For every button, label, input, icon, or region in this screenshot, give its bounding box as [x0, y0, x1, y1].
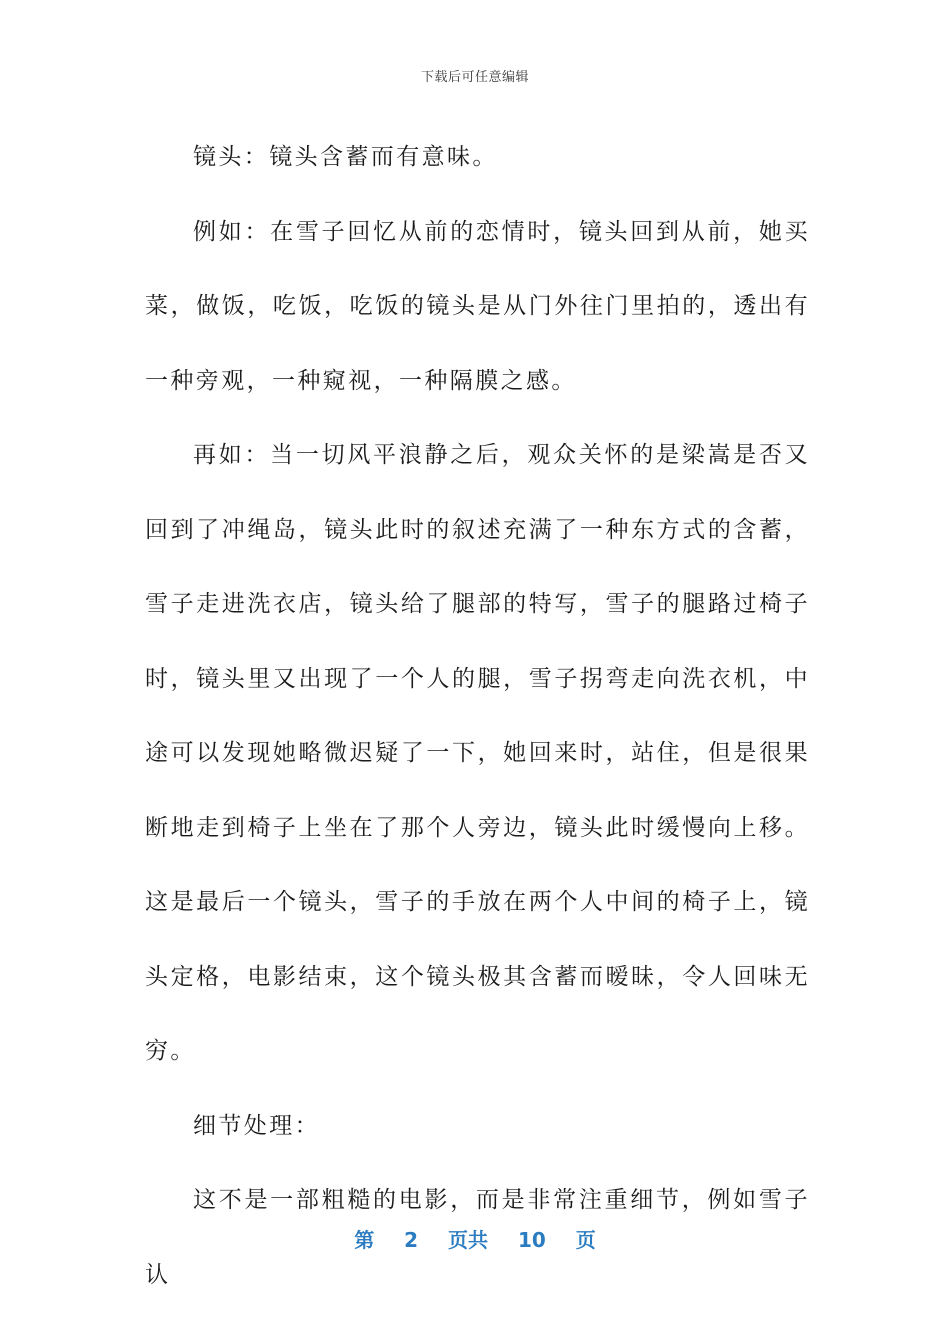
paragraph-1: 镜头：镜头含蓄而有意味。 [193, 144, 498, 170]
footer-current-page: 2 [404, 1228, 419, 1252]
paragraph-4: 细节处理： [193, 1112, 320, 1139]
paragraph-5: 这不是一部粗糙的电影，而是非常注重细节，例如雪子认 [145, 1187, 810, 1288]
footer-page-mid: 页共 [448, 1228, 489, 1252]
footer-page-prefix: 第 [354, 1228, 375, 1252]
page-footer [0, 1224, 950, 1253]
paragraph-3: 再如：当一切风平浪静之后，观众关怀的是梁嵩是否又回到了冲绳岛，镜头此时的叙述充满了一种东方式的含蓄，雪子走进洗衣店，镜头给了腿部的特写，雪子的腿路过椅子时，镜头里又出现了一个人的腿，雪子拐弯走向洗衣机，中途可以发现她略微迟疑了一下，她回来时，站住，但是很果断地走到椅子上坐在了那个人旁边，镜头此时缓慢向上移。这是最后一个镜头，雪子的手放在两个人中间的椅子上，镜头定格，电影结束，这个镜头极其含蓄而暧昧，令人回味无穷。 [145, 442, 810, 1064]
footer-total-pages: 10 [517, 1228, 546, 1252]
paragraph-2: 例如：在雪子回忆从前的恋情时，镜头回到从前，她买菜，做饭，吃饭，吃饭的镜头是从门外往门里拍的，透出有一种旁观，一种窥视，一种隔膜之感。 [145, 218, 810, 394]
header-note: 下载后可任意编辑 [420, 70, 529, 85]
document-body [145, 120, 810, 1312]
footer-page-suffix: 页 [575, 1228, 596, 1252]
